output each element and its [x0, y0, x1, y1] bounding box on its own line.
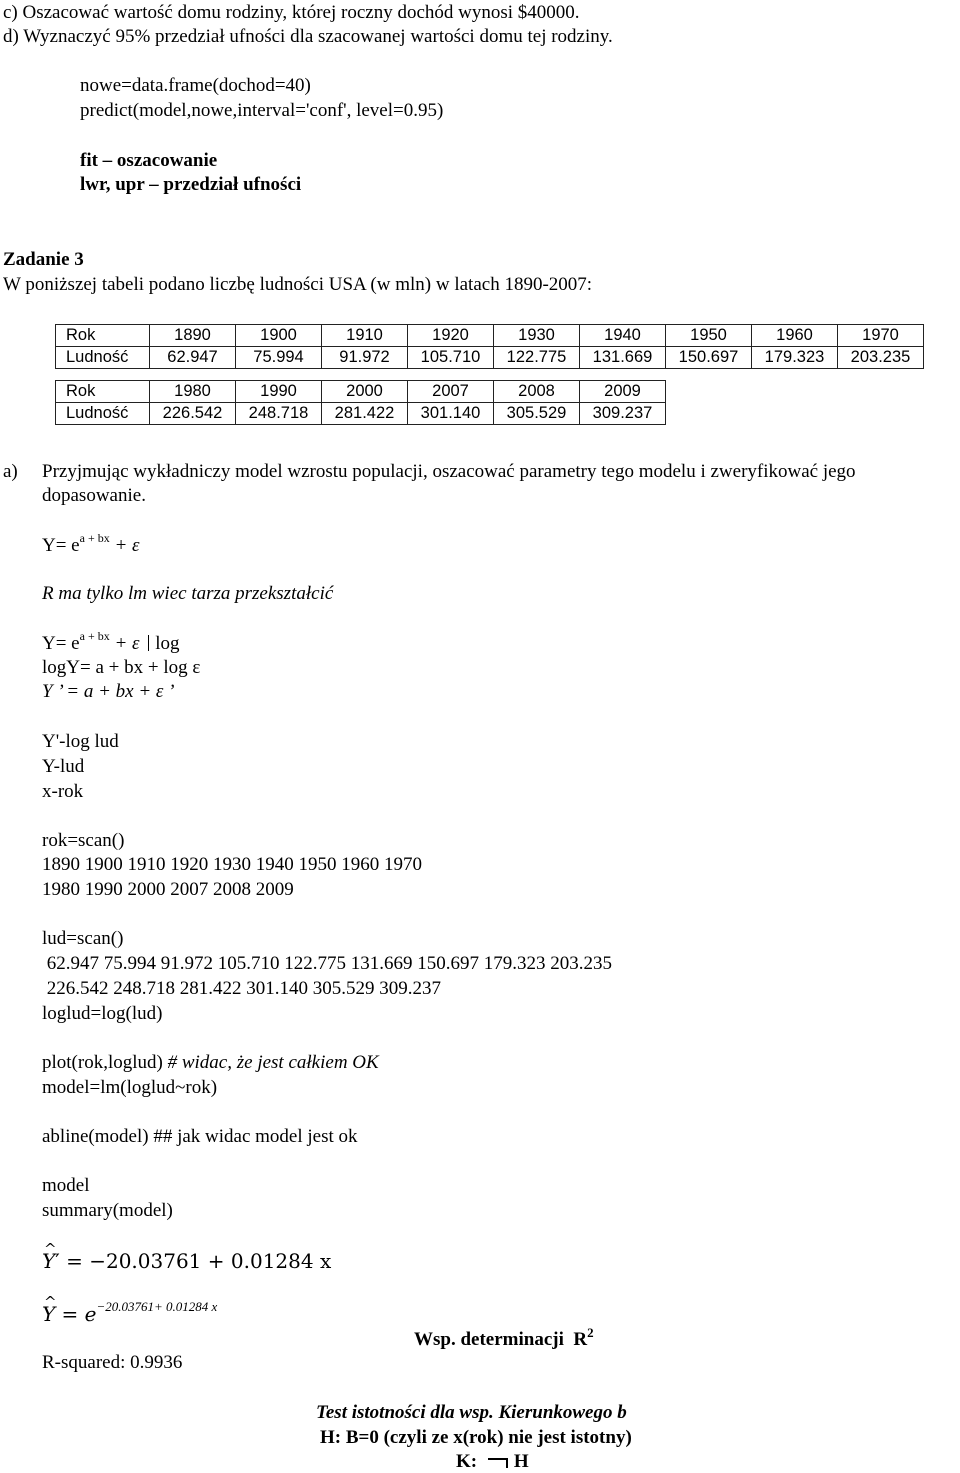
- task-d-line: d) Wyznaczyć 95% przedział ufności dla szacowanej wartości domu tej rodziny.: [3, 26, 613, 47]
- table-cell: 305.529: [494, 403, 580, 425]
- fit-note: fit – oszacowanie: [80, 150, 218, 171]
- code-line: predict(model,nowe,interval='conf', level=0.95): [80, 100, 444, 121]
- code-line: rok=scan(): [42, 830, 125, 851]
- table-cell: 1960: [752, 325, 838, 347]
- table-cell: 1990: [236, 381, 322, 403]
- eq-prime: ′: [55, 1249, 60, 1273]
- alt-label: K:: [456, 1451, 478, 1472]
- code-line: model=lm(loglud~rok): [42, 1077, 218, 1098]
- eq-rest: + ε: [114, 535, 140, 556]
- population-table-2: [55, 380, 666, 425]
- table-cell: 1900: [236, 325, 322, 347]
- table-cell: 1950: [666, 325, 752, 347]
- table-row: [56, 403, 666, 425]
- eq-yhat: ^ Y: [42, 1303, 55, 1325]
- eq-rhs: = e: [55, 1302, 97, 1326]
- code-line: [42, 1052, 379, 1074]
- table-cell: 203.235: [838, 347, 924, 369]
- code-line: 62.947 75.994 91.972 105.710 122.775 131.669 150.697 179.323 203.235: [42, 953, 612, 974]
- code-line: abline(model) ## jak widac model jest ok: [42, 1126, 358, 1147]
- r2-label: Wsp. determinacji R: [414, 1329, 588, 1350]
- code-line: nowe=data.frame(dochod=40): [80, 75, 311, 96]
- code-line: 1890 1900 1910 1920 1930 1940 1950 1960 1970: [42, 854, 422, 875]
- log-equation: [42, 629, 180, 656]
- fitted-exp-equation: [42, 1299, 218, 1328]
- code-comment: # widac, że jest całkiem OK: [167, 1052, 379, 1073]
- code-line: 226.542 248.718 281.422 301.140 305.529 309.237: [42, 978, 441, 999]
- table-cell: 1930: [494, 325, 580, 347]
- table-cell: 122.775: [494, 347, 580, 369]
- var-def: Y-lud: [42, 756, 85, 777]
- population-table-1: [55, 324, 924, 369]
- table-cell: 131.669: [580, 347, 666, 369]
- item-text: Przyjmując wykładniczy model wzrostu populacji, oszacować parametry tego modelu i zweryfikować jego: [42, 461, 856, 482]
- table-cell: 309.237: [580, 403, 666, 425]
- eq-op: log: [155, 633, 180, 654]
- table-cell: 2007: [408, 381, 494, 403]
- r-squared: R-squared: 0.9936: [42, 1352, 183, 1373]
- table-cell: 1920: [408, 325, 494, 347]
- table-cell: 1980: [150, 381, 236, 403]
- r-note: R ma tylko lm wiec tarza przekształcić: [42, 583, 334, 604]
- model-equation: [42, 531, 140, 558]
- table-cell: 75.994: [236, 347, 322, 369]
- interval-note: lwr, upr – przedział ufności: [80, 174, 302, 195]
- table-cell: 248.718: [236, 403, 322, 425]
- separator-bar: [148, 635, 149, 651]
- table-cell: 1910: [322, 325, 408, 347]
- table-cell: 281.422: [322, 403, 408, 425]
- table-cell: 1940: [580, 325, 666, 347]
- eq-exponent: −20.03761+ 0.01284 x: [96, 1299, 218, 1314]
- row-label: Rok: [56, 325, 150, 347]
- item-marker: a): [3, 461, 18, 482]
- task-c-line: c) Oszacować wartość domu rodziny, której roczny dochód wynosi $40000.: [3, 2, 580, 23]
- table-row: [56, 325, 924, 347]
- eq-base: Y= e: [42, 535, 80, 556]
- row-label: Rok: [56, 381, 150, 403]
- var-def: x-rok: [42, 781, 84, 802]
- table-row: [56, 347, 924, 369]
- table-cell: 91.972: [322, 347, 408, 369]
- table-cell: 105.710: [408, 347, 494, 369]
- alt-hypothesis: [456, 1451, 529, 1473]
- table-cell: 301.140: [408, 403, 494, 425]
- alt-value: H: [513, 1451, 529, 1472]
- eq-yhat: ^ Y: [42, 1250, 55, 1272]
- table-row: [56, 381, 666, 403]
- code-line: lud=scan(): [42, 928, 124, 949]
- table-cell: 226.542: [150, 403, 236, 425]
- eq-base: Y= e: [42, 633, 80, 654]
- eq-rest: + ε: [114, 633, 140, 654]
- code-cmd: plot(rok,loglud): [42, 1052, 168, 1073]
- table-cell: 1890: [150, 325, 236, 347]
- row-label: Ludność: [56, 347, 150, 369]
- var-def: Y'-log lud: [42, 731, 119, 752]
- table-cell: 2009: [580, 381, 666, 403]
- task-intro: W poniższej tabeli podano liczbę ludności USA (w mln) w latach 1890-2007:: [3, 274, 593, 295]
- code-line: loglud=log(lud): [42, 1003, 163, 1024]
- eq-rhs: = −20.03761 + 0.01284 x: [59, 1249, 332, 1273]
- code-line: summary(model): [42, 1200, 173, 1221]
- code-line: model: [42, 1175, 90, 1196]
- table-cell: 2000: [322, 381, 408, 403]
- fitted-log-equation: [42, 1250, 331, 1273]
- test-title: Test istotności dla wsp. Kierunkowego b: [316, 1402, 627, 1423]
- r2-heading: [414, 1325, 594, 1352]
- task-title: Zadanie 3: [3, 249, 84, 270]
- eq-exponent: a + bx: [79, 531, 110, 545]
- table-cell: 150.697: [666, 347, 752, 369]
- row-label: Ludność: [56, 403, 150, 425]
- r2-sup: 2: [587, 1325, 594, 1340]
- eq-exponent: a + bx: [79, 629, 110, 643]
- table-cell: 2008: [494, 381, 580, 403]
- negation-icon: [488, 1458, 508, 1468]
- table-cell: 179.323: [752, 347, 838, 369]
- linear-equation: Y ’ = a + bx + ε ’: [42, 681, 175, 702]
- null-hypothesis: H: B=0 (czyli ze x(rok) nie jest istotny): [320, 1427, 632, 1448]
- log-equation-2: logY= a + bx + log ε: [42, 657, 201, 678]
- table-cell: 1970: [838, 325, 924, 347]
- item-text-cont: dopasowanie.: [42, 485, 146, 506]
- table-cell: 62.947: [150, 347, 236, 369]
- code-line: 1980 1990 2000 2007 2008 2009: [42, 879, 294, 900]
